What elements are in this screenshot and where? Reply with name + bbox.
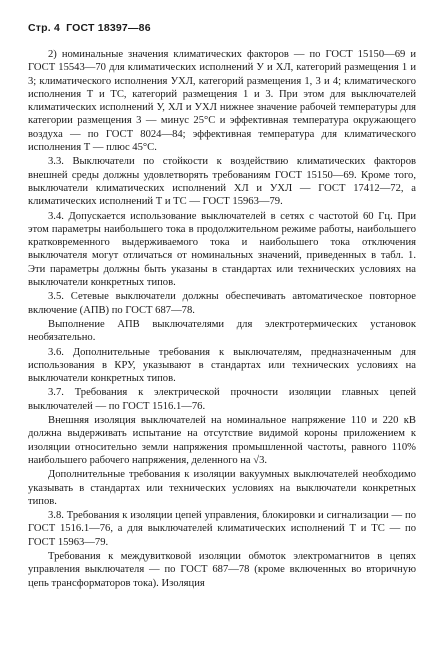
page-number: Стр. 4 (28, 22, 61, 34)
standard-code: ГОСТ 18397—86 (66, 22, 151, 34)
paragraph-vacuum-breakers: Дополнительные требования к изоляции вакуумных выключателей необходимо указывать в стандартах или технических условиях на выключатели конкретных типов. (28, 469, 416, 507)
document-page (28, 22, 416, 590)
page-header (28, 22, 416, 34)
paragraph-3-5: 3.5. Сетевые выключатели должны обеспечивать автоматическое повторное включение (АПВ) по ГОСТ 687—78. (28, 291, 416, 316)
paragraph-3-8: 3.8. Требования к изоляции цепей управления, блокировки и сигнализации — по ГОСТ 1516.1—76, а для выключателей климатических исполнений Т и ТС — по ГОСТ 15963—79. (28, 510, 416, 548)
paragraph-apv-note: Выполнение АПВ выключателями для электротермических установок необязательно. (28, 318, 416, 344)
paragraph-3-4: 3.4. Допускается использование выключателей в сетях с частотой 60 Гц. При этом параметры наибольшего тока в продолжительном режиме работы, наибольшего кратковременного выдерживаемого тока и наибольшего тока отключения выключателя могут отличаться от номинальных значений, приведенных в табл. 1. Эти параметры должны быть указаны в стандартах или технических условиях на выключатели конкретных типов. (28, 210, 416, 289)
paragraph-external-insulation: Внешняя изоляция выключателей на номинальное напряжение 110 и 220 кВ должна выдерживать испытание на отсутствие видимой короны приложением к изоляции относительно земли напряжения промышленной частоты, равного 110% наибольшего рабочего напряжения, деленного на √3. (28, 415, 416, 466)
paragraph-climate-factors: 2) номинальные значения климатических факторов — по ГОСТ 15150—69 и ГОСТ 15543—70 для климатических исполнений У и ХЛ, категорий размещения 1 и 3; климатического исполнения УХЛ, категорий размещения 1, 3 и 4; климатического исполнения Т и ТС, категорий размещения 1 и 3. При этом для выключателей климатических исполнений У, ХЛ и УХЛ нижнее значение рабочей температуры для категории размещения 3 — минус 25°С и эффективная температура окружающего воздуха — по ГОСТ 8024—84; эффективная температура для климатического исполнения Т — плюс 45°С. (28, 49, 416, 154)
paragraph-3-3: 3.3. Выключатели по стойкости к воздействию климатических факторов внешней среды должны удовлетворять требованиям ГОСТ 15150—69. Кроме того, выключатели климатических исполнений ХЛ и УХЛ — ГОСТ 17412—72, а климатических исполнений Т и ТС — ГОСТ 15963—79. (28, 156, 416, 208)
paragraph-3-7: 3.7. Требования к электрической прочности изоляции главных цепей выключателей — по ГОСТ 1516.1—76. (28, 387, 416, 412)
paragraph-3-6: 3.6. Дополнительные требования к выключателям, предназначенным для использования в КРУ, указывают в стандартах или технических условиях на выключатели конкретных типов. (28, 346, 416, 385)
paragraph-interturn-insulation: Требования к междувитковой изоляции обмоток электромагнитов в цепях управления выключателя — по ГОСТ 687—78 (кроме включенных во вторичную цепь трансформаторов тока). Изоляция (28, 550, 416, 589)
